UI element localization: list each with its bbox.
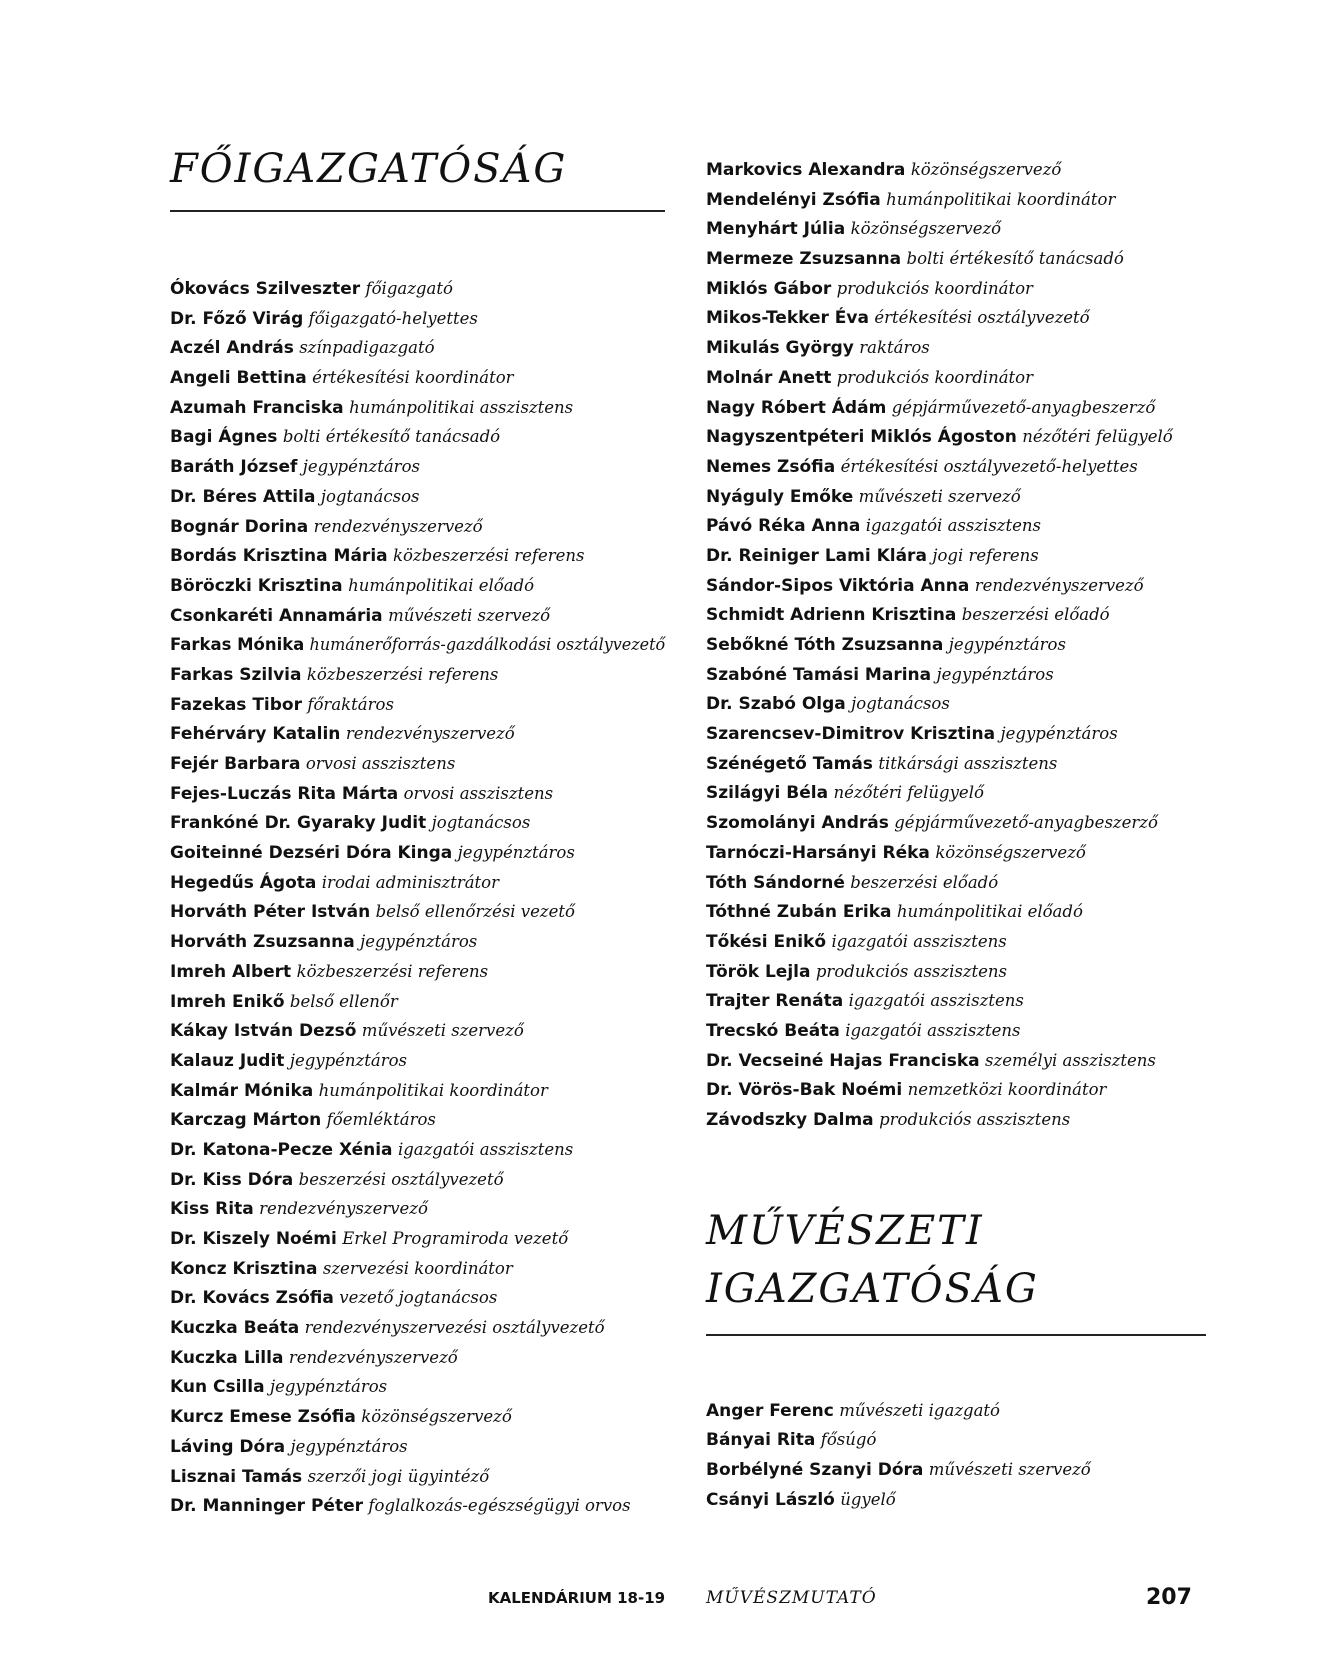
staff-name: Kun Csilla (170, 1377, 265, 1398)
staff-name: Sándor-Sipos Viktória Anna (706, 575, 970, 596)
staff-name: Csányi László (706, 1489, 835, 1510)
staff-name: Szénégető Tamás (706, 753, 873, 774)
staff-entry (170, 957, 665, 987)
footer-publication: KALENDÁRIUM 18-19 (488, 1589, 666, 1607)
staff-name: Fejes-Luczás Rita Márta (170, 783, 399, 804)
staff-entry (170, 512, 665, 542)
staff-entry (706, 630, 1206, 660)
staff-role: jegypénztáros (1000, 724, 1118, 744)
staff-role: beszerzési előadó (850, 872, 999, 892)
staff-role: jegypénztáros (289, 1050, 407, 1070)
staff-role: titkársági asszisztens (878, 753, 1058, 773)
staff-role: értékesítési koordinátor (312, 368, 514, 388)
staff-entry (706, 957, 1206, 987)
staff-entry (706, 393, 1206, 423)
staff-list-left (170, 274, 665, 1521)
staff-name: Karczag Márton (170, 1110, 322, 1131)
staff-name: Tóth Sándorné (706, 872, 845, 893)
staff-entry (706, 689, 1206, 719)
staff-entry (706, 897, 1206, 927)
staff-role: gépjárművezető-anyagbeszerző (894, 813, 1158, 833)
staff-name: Mikulás György (706, 338, 854, 359)
staff-entry (706, 838, 1206, 868)
staff-role: gépjárművezető-anyagbeszerző (891, 397, 1156, 417)
staff-entry (706, 541, 1206, 571)
staff-name: Trajter Renáta (706, 991, 844, 1012)
staff-role: vezető jogtanácsos (339, 1288, 498, 1308)
staff-entry (706, 244, 1206, 274)
staff-name: Bordás Krisztina Mária (170, 546, 388, 567)
staff-name: Tarnóczi-Harsányi Réka (706, 842, 930, 863)
staff-role: művészeti szervező (361, 1021, 524, 1041)
staff-name: Csonkaréti Annamária (170, 605, 383, 626)
staff-name: Böröczki Krisztina (170, 575, 343, 596)
staff-entry (706, 1425, 1206, 1455)
staff-role: beszerzési osztályvezető (298, 1169, 504, 1189)
staff-role: produkciós asszisztens (879, 1110, 1071, 1129)
staff-name: Trecskó Beáta (706, 1020, 840, 1041)
staff-role: rendezvényszervező (974, 575, 1144, 595)
section-divider (170, 210, 665, 212)
staff-entry (706, 214, 1206, 244)
staff-entry (170, 690, 665, 720)
staff-name: Anger Ferenc (706, 1400, 834, 1421)
staff-name: Bagi Ágnes (170, 427, 278, 448)
staff-entry (170, 482, 665, 512)
staff-role: közönségszervező (361, 1407, 512, 1427)
staff-entry (170, 660, 665, 690)
staff-entry (170, 779, 665, 809)
staff-entry (706, 1075, 1206, 1105)
section-title-foigazgatosag: FŐIGAZGATÓSÁG (170, 146, 568, 192)
staff-name: Kákay István Dezső (170, 1021, 357, 1042)
staff-role: igazgatói asszisztens (831, 931, 1007, 951)
staff-entry (706, 868, 1206, 898)
staff-role: jogtanácsos (320, 486, 420, 506)
staff-entry (706, 511, 1206, 541)
section-gap (706, 1135, 1206, 1202)
staff-role: közbeszerzési referens (296, 961, 489, 981)
staff-name: Dr. Szabó Olga (706, 694, 846, 715)
staff-entry (170, 897, 665, 927)
staff-role: jegypénztáros (936, 664, 1054, 684)
staff-role: közönségszervező (935, 842, 1086, 862)
staff-entry (706, 333, 1206, 363)
staff-role: humánpolitikai koordinátor (318, 1080, 548, 1100)
staff-entry (706, 482, 1206, 512)
staff-entry (170, 838, 665, 868)
staff-name: Menyhárt Júlia (706, 219, 846, 240)
staff-entry (170, 452, 665, 482)
right-column (706, 155, 1206, 1514)
staff-role: fősúgó (820, 1430, 877, 1450)
staff-entry (706, 1105, 1206, 1135)
staff-name: Dr. Vecseiné Hajas Franciska (706, 1050, 980, 1071)
staff-name: Kiss Rita (170, 1199, 254, 1220)
staff-role: főigazgató-helyettes (308, 308, 478, 328)
staff-name: Szarencsev-Dimitrov Krisztina (706, 724, 996, 745)
staff-role: művészeti szervező (928, 1460, 1091, 1480)
staff-entry (170, 868, 665, 898)
staff-role: produkciós koordinátor (836, 278, 1033, 298)
staff-entry (706, 422, 1206, 452)
staff-role: Erkel Programiroda vezető (342, 1229, 569, 1248)
staff-role: értékesítési osztályvezető-helyettes (840, 456, 1138, 476)
staff-role: jegypénztáros (457, 843, 575, 863)
staff-role: igazgatói asszisztens (397, 1139, 574, 1159)
staff-entry (170, 808, 665, 838)
staff-role: szervezési koordinátor (322, 1258, 513, 1278)
staff-entry (706, 1016, 1206, 1046)
staff-entry (170, 1105, 665, 1135)
staff-name: Kuczka Lilla (170, 1347, 284, 1368)
staff-entry (706, 749, 1206, 779)
staff-name: Mermeze Zsuzsanna (706, 249, 902, 270)
staff-name: Baráth József (170, 457, 298, 478)
staff-role: közbeszerzési referens (306, 664, 499, 684)
staff-entry (170, 1462, 665, 1492)
staff-entry (706, 571, 1206, 601)
staff-role: rendezvényszervező (288, 1347, 458, 1367)
staff-name: Dr. Vörös-Bak Noémi (706, 1080, 903, 1101)
staff-entry (170, 719, 665, 749)
staff-name: Dr. Béres Attila (170, 486, 316, 507)
staff-name: Frankóné Dr. Gyaraky Judit (170, 813, 427, 834)
staff-entry (170, 1135, 665, 1165)
section-divider (706, 1334, 1206, 1336)
staff-role: jegypénztáros (948, 635, 1066, 654)
staff-name: Azumah Franciska (170, 397, 344, 418)
staff-entry (170, 1313, 665, 1343)
staff-name: Schmidt Adrienn Krisztina (706, 605, 957, 626)
staff-name: Molnár Anett (706, 367, 832, 388)
staff-name: Imreh Albert (170, 961, 292, 982)
staff-name: Imreh Enikő (170, 991, 285, 1012)
staff-name: Dr. Reiniger Lami Klára (706, 545, 927, 566)
staff-entry (706, 719, 1206, 749)
staff-name: Pávó Réka Anna (706, 516, 861, 537)
staff-entry (706, 660, 1206, 690)
staff-name: Dr. Kiss Dóra (170, 1169, 294, 1190)
staff-entry (170, 1016, 665, 1046)
staff-entry (170, 304, 665, 334)
staff-name: Borbélyné Szanyi Dóra (706, 1460, 924, 1481)
staff-role: jegypénztáros (302, 457, 420, 477)
staff-entry (706, 1396, 1206, 1426)
staff-name: Dr. Kovács Zsófia (170, 1288, 334, 1309)
staff-role: humánpolitikai asszisztens (349, 397, 574, 417)
staff-entry (170, 1372, 665, 1402)
staff-entry (706, 1455, 1206, 1485)
staff-entry (170, 749, 665, 779)
staff-name: Kurcz Emese Zsófia (170, 1407, 356, 1428)
staff-role: bolti értékesítő tanácsadó (906, 249, 1124, 269)
staff-role: igazgatói asszisztens (845, 1020, 1021, 1040)
staff-entry (170, 1046, 665, 1076)
staff-name: Tóthné Zubán Erika (706, 902, 892, 923)
staff-role: rendezvényszervező (313, 516, 483, 536)
staff-role: produkciós koordinátor (836, 367, 1033, 387)
staff-role: jogtanácsos (851, 694, 950, 714)
staff-role: jegypénztáros (269, 1377, 388, 1397)
staff-name: Markovics Alexandra (706, 160, 906, 180)
staff-role: rendezvényszervezési osztályvezető (304, 1318, 605, 1338)
staff-name: Szomolányi András (706, 813, 889, 834)
staff-name: Fehérváry Katalin (170, 724, 341, 745)
staff-role: főraktáros (307, 694, 394, 714)
staff-name: Ókovács Szilveszter (170, 279, 361, 299)
staff-role: művészeti szervező (388, 605, 551, 625)
staff-list-right (706, 155, 1206, 1135)
staff-role: irodai adminisztrátor (321, 872, 499, 892)
staff-name: Goiteinné Dezséri Dóra Kinga (170, 843, 453, 864)
staff-role: közönségszervező (910, 160, 1062, 179)
staff-name: Závodszky Dalma (706, 1110, 874, 1130)
staff-entry (706, 808, 1206, 838)
staff-entry (170, 1432, 665, 1462)
staff-role: közönségszervező (850, 219, 1002, 239)
staff-entry (170, 1402, 665, 1432)
staff-name: Horváth Zsuzsanna (170, 932, 355, 953)
staff-name: Farkas Szilvia (170, 664, 302, 685)
staff-role: produkciós asszisztens (815, 961, 1008, 981)
staff-name: Mikos-Tekker Éva (706, 308, 869, 329)
staff-role: művészeti igazgató (839, 1400, 1000, 1420)
staff-role: szerzői jogi ügyintéző (307, 1466, 490, 1486)
staff-role: humánpolitikai előadó (348, 575, 535, 595)
staff-entry (170, 363, 665, 393)
staff-name: Koncz Krisztina (170, 1258, 318, 1279)
staff-name: Nagy Róbert Ádám (706, 397, 887, 418)
page-number: 207 (1146, 1585, 1192, 1610)
staff-entry (706, 155, 1206, 185)
staff-name: Dr. Katona-Pecze Xénia (170, 1139, 393, 1160)
staff-entry (706, 986, 1206, 1016)
staff-name: Aczél András (170, 338, 294, 359)
staff-role: nézőtéri felügyelő (1022, 427, 1173, 447)
staff-role: beszerzési előadó (961, 605, 1110, 625)
staff-role: nézőtéri felügyelő (833, 783, 984, 803)
footer-section: MŰVÉSZMUTATÓ (706, 1588, 877, 1608)
staff-name: Dr. Kiszely Noémi (170, 1229, 337, 1249)
staff-entry (170, 1283, 665, 1313)
staff-entry (706, 363, 1206, 393)
staff-entry (706, 452, 1206, 482)
staff-name: Kalmár Mónika (170, 1080, 314, 1101)
staff-role: igazgatói asszisztens (848, 991, 1024, 1011)
staff-role: közbeszerzési referens (393, 546, 585, 566)
page-footer (0, 1585, 1331, 1615)
staff-role: humánpolitikai előadó (896, 902, 1083, 922)
staff-role: jegypénztáros (290, 1436, 408, 1456)
staff-entry (170, 1224, 665, 1254)
staff-entry (170, 601, 665, 631)
staff-name: Hegedűs Ágota (170, 872, 317, 893)
staff-name: Török Lejla (706, 961, 811, 982)
staff-entry (170, 987, 665, 1017)
staff-role: nemzetközi koordinátor (907, 1080, 1107, 1100)
staff-entry (706, 927, 1206, 957)
staff-role: igazgatói asszisztens (865, 516, 1041, 536)
staff-role: értékesítési osztályvezető (874, 308, 1090, 328)
staff-name: Dr. Manninger Péter (170, 1496, 364, 1517)
staff-name: Bognár Dorina (170, 516, 309, 537)
staff-role: bolti értékesítő tanácsadó (282, 427, 501, 447)
staff-name: Láving Dóra (170, 1436, 286, 1457)
staff-role: jogi referens (932, 545, 1039, 565)
staff-role: orvosi asszisztens (305, 754, 456, 773)
staff-entry (706, 1485, 1206, 1515)
staff-role: személyi asszisztens (985, 1050, 1156, 1070)
staff-entry (706, 778, 1206, 808)
staff-role: jogtanácsos (431, 813, 531, 833)
staff-entry (170, 393, 665, 423)
staff-role: főemléktáros (326, 1110, 436, 1130)
staff-entry (170, 1165, 665, 1195)
staff-role: foglalkozás-egészségügyi orvos (368, 1496, 631, 1516)
staff-name: Szabóné Tamási Marina (706, 664, 932, 685)
staff-entry (706, 600, 1206, 630)
staff-name: Mendelényi Zsófia (706, 189, 881, 210)
staff-role: belső ellenőr (289, 991, 398, 1011)
staff-name: Dr. Főző Virág (170, 308, 304, 329)
staff-name: Angeli Bettina (170, 368, 307, 389)
staff-entry (170, 1491, 665, 1521)
staff-name: Nyáguly Emőke (706, 486, 854, 507)
staff-role: belső ellenőrzési vezető (375, 902, 575, 922)
staff-role: orvosi asszisztens (403, 783, 554, 803)
staff-entry (170, 541, 665, 571)
staff-name: Lisznai Tamás (170, 1466, 303, 1487)
left-column (170, 140, 665, 1521)
staff-entry (170, 571, 665, 601)
staff-list-muveszeti (706, 1396, 1206, 1515)
staff-name: Fejér Barbara (170, 754, 301, 774)
staff-role: ügyelő (840, 1489, 896, 1509)
staff-name: Nagyszentpéteri Miklós Ágoston (706, 427, 1017, 448)
staff-name: Kalauz Judit (170, 1050, 285, 1071)
staff-entry (170, 1076, 665, 1106)
section-title-line-1: MŰVÉSZETI (706, 1207, 984, 1254)
staff-name: Kuczka Beáta (170, 1318, 300, 1339)
staff-role: jegypénztáros (360, 932, 478, 952)
section-title-muveszeti (706, 1202, 1206, 1318)
staff-role: főigazgató (365, 279, 453, 298)
staff-role: művészeti szervező (858, 486, 1021, 506)
staff-role: színpadigazgató (299, 338, 435, 358)
staff-name: Fazekas Tibor (170, 694, 302, 715)
staff-role: humánerőforrás-gazdálkodási osztályvezető (309, 635, 666, 655)
staff-entry (170, 1194, 665, 1224)
staff-role: humánpolitikai koordinátor (886, 189, 1116, 209)
section-title-line-2: IGAZGATÓSÁG (706, 1265, 1039, 1312)
staff-name: Nemes Zsófia (706, 456, 836, 477)
staff-entry (706, 185, 1206, 215)
staff-entry (170, 422, 665, 452)
staff-entry (706, 303, 1206, 333)
staff-entry (170, 1254, 665, 1284)
staff-name: Miklós Gábor (706, 278, 832, 299)
staff-entry (170, 630, 666, 660)
staff-entry (170, 274, 665, 304)
staff-name: Horváth Péter István (170, 902, 371, 923)
staff-role: raktáros (859, 338, 930, 358)
staff-entry (170, 1343, 665, 1373)
staff-name: Bányai Rita (706, 1430, 816, 1451)
staff-name: Farkas Mónika (170, 635, 305, 656)
staff-entry (706, 274, 1206, 304)
staff-role: rendezvényszervező (345, 724, 515, 744)
staff-name: Tőkési Enikő (706, 931, 827, 952)
staff-entry (170, 927, 665, 957)
staff-role: rendezvényszervező (259, 1199, 428, 1219)
staff-name: Sebőkné Tóth Zsuzsanna (706, 635, 944, 655)
staff-entry (170, 333, 665, 363)
staff-entry (706, 1046, 1206, 1076)
staff-name: Szilágyi Béla (706, 783, 829, 804)
